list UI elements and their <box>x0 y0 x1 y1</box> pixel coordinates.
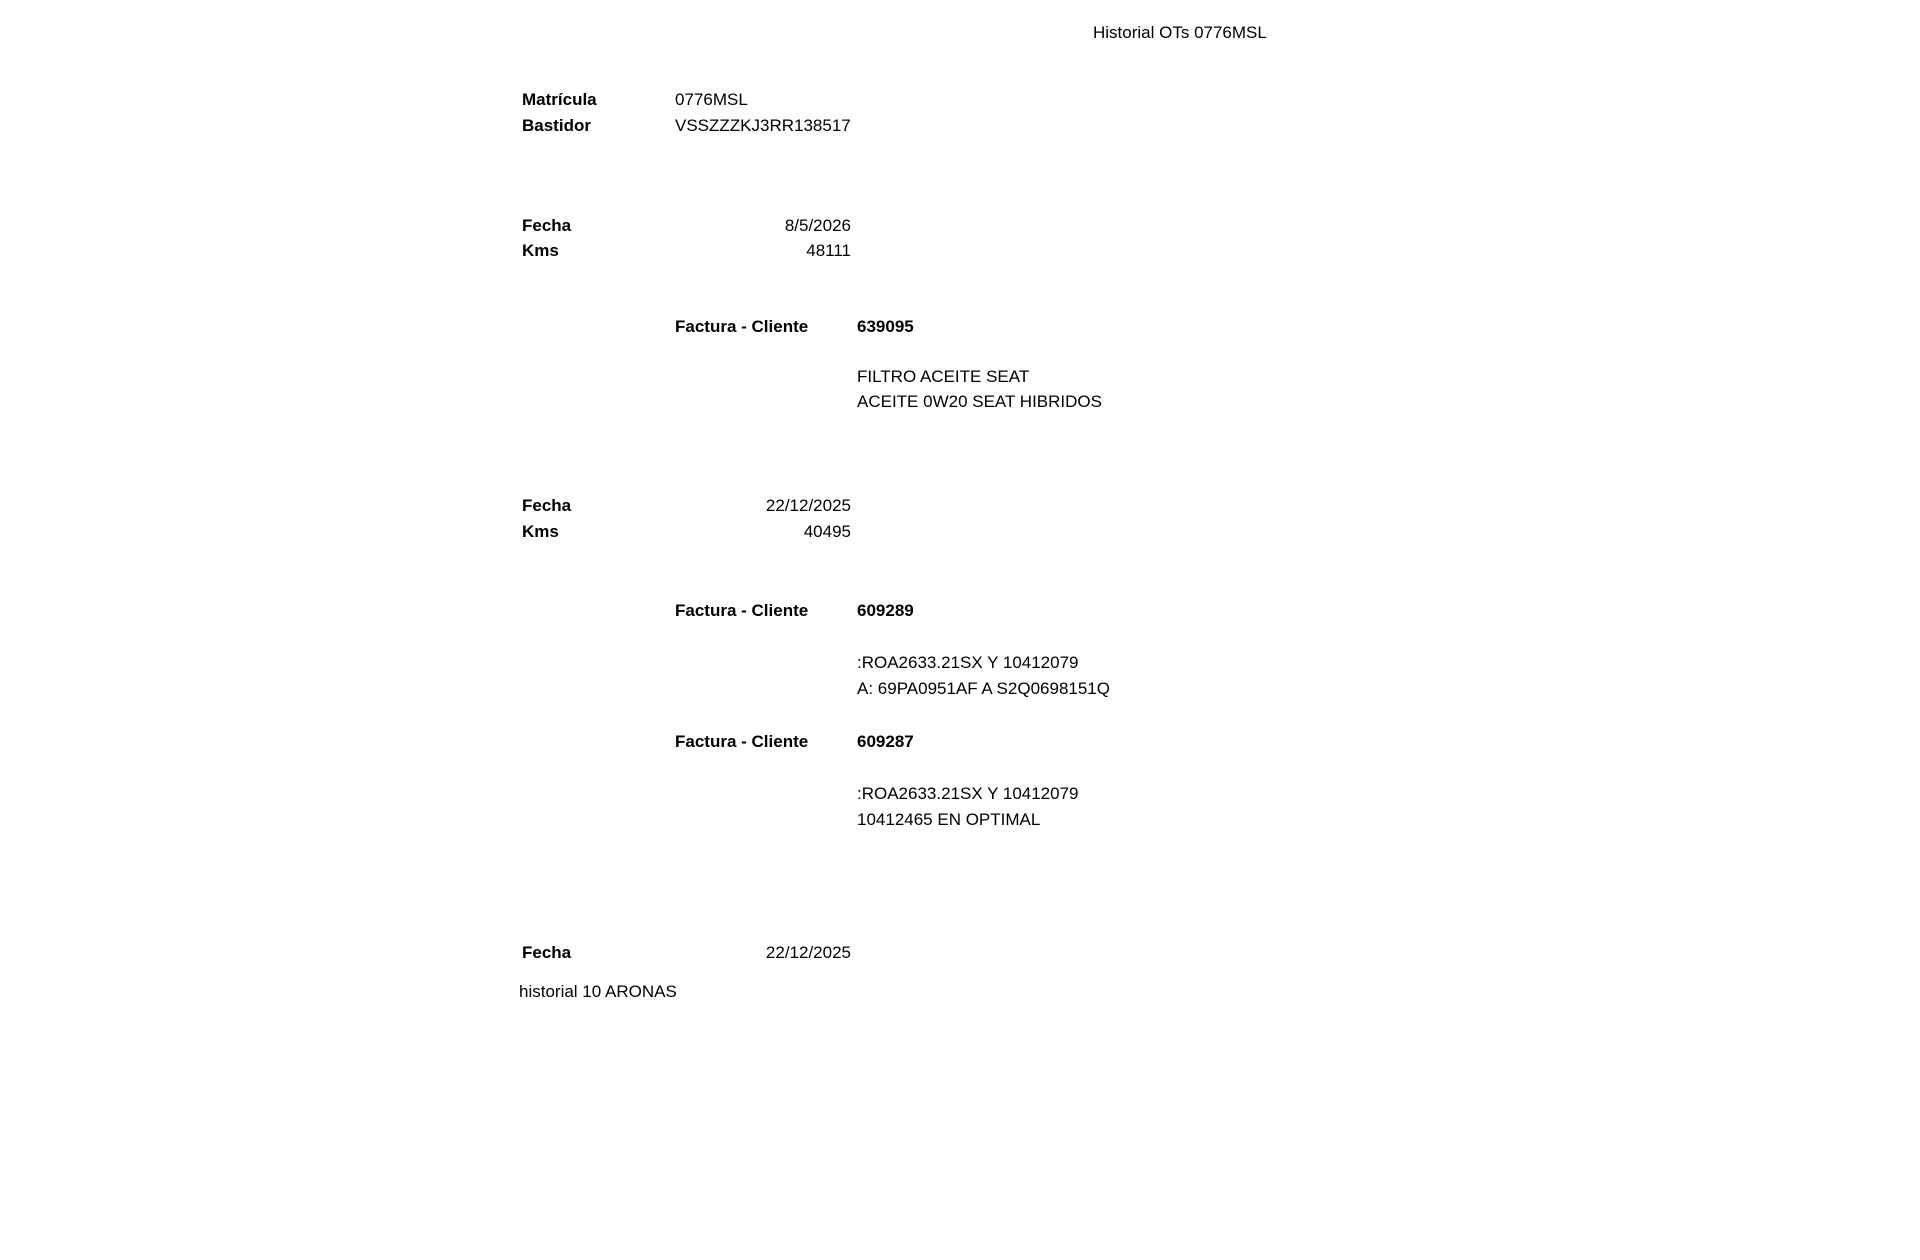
bastidor-value: VSSZZZKJ3RR138517 <box>675 116 851 135</box>
page-title: Historial OTs 0776MSL <box>1093 23 1267 42</box>
fecha-label: Fecha <box>522 943 572 962</box>
footer-note: historial 10 ARONAS <box>519 982 677 1001</box>
kms-value: 48111 <box>806 241 851 260</box>
matricula-value: 0776MSL <box>675 90 748 109</box>
factura-number: 609287 <box>857 732 914 751</box>
kms-label: Kms <box>522 522 559 541</box>
factura-line: FILTRO ACEITE SEAT <box>857 367 1030 386</box>
fecha-label: Fecha <box>522 216 572 235</box>
fecha-value: 8/5/2026 <box>784 216 851 235</box>
factura-label: Factura - Cliente <box>675 732 809 751</box>
factura-number: 609289 <box>857 601 914 620</box>
kms-label: Kms <box>522 241 559 260</box>
factura-label: Factura - Cliente <box>675 317 809 336</box>
bastidor-label: Bastidor <box>522 116 591 135</box>
kms-value: 40495 <box>803 522 851 541</box>
factura-label: Factura - Cliente <box>675 601 809 620</box>
fecha-value: 22/12/2025 <box>765 943 851 962</box>
fecha-value: 22/12/2025 <box>765 496 851 515</box>
factura-line: :ROA2633.21SX Y 10412079 <box>857 784 1079 803</box>
factura-number: 639095 <box>857 317 914 336</box>
factura-line: 10412465 EN OPTIMAL <box>857 810 1041 829</box>
factura-line: ACEITE 0W20 SEAT HIBRIDOS <box>857 392 1102 411</box>
factura-line: :ROA2633.21SX Y 10412079 <box>857 653 1079 672</box>
fecha-label: Fecha <box>522 496 572 515</box>
factura-line: A: 69PA0951AF A S2Q0698151Q <box>857 679 1110 698</box>
matricula-label: Matrícula <box>522 90 597 109</box>
